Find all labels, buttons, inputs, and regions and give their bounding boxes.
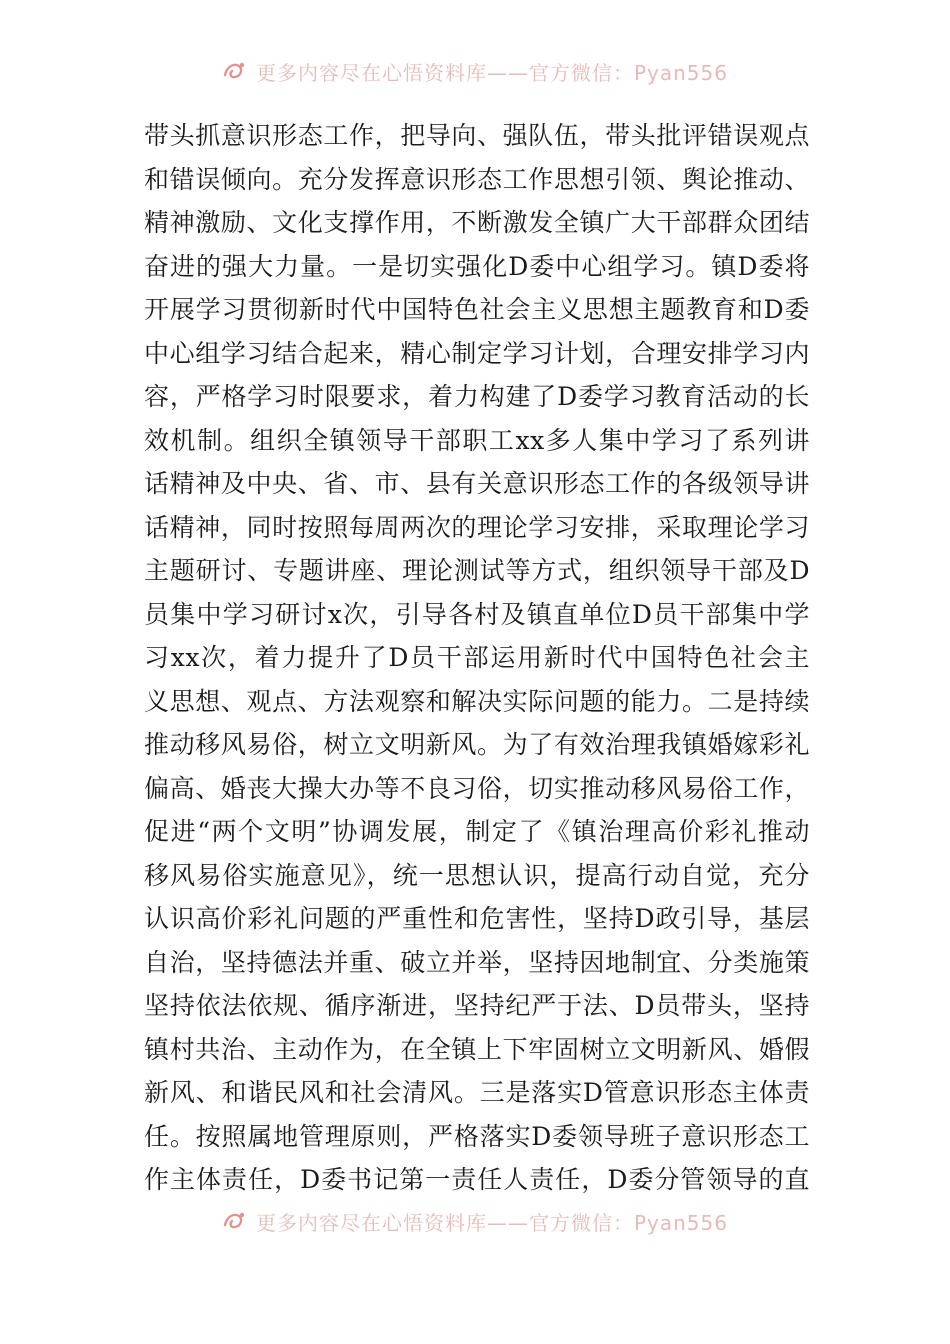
text-line: 促进“两个文明”协调发展，制定了《镇治理高价彩礼推动 xyxy=(144,817,810,846)
text-line: 带头抓意识形态工作，把导向、强队伍，带头批评错误观点 xyxy=(144,121,810,150)
text-line: 偏高、婚丧大操大办等不良习俗，切实推动移风易俗工作， xyxy=(144,773,810,803)
document-body xyxy=(144,114,810,1202)
text-line: 主题研讨、专题讲座、理论测试等方式，组织领导干部及D xyxy=(144,556,810,585)
text-line: 和错误倾向。充分发挥意识形态工作思想引领、舆论推动、 xyxy=(144,164,810,194)
text-line: 坚持依法依规、循序渐进，坚持纪严于法、D员带头，坚持 xyxy=(144,991,810,1020)
logo-icon xyxy=(222,1210,248,1232)
text-line: 作主体责任，D委书记第一责任人责任，D委分管领导的直 xyxy=(144,1165,810,1194)
watermark-text: 更多内容尽在心悟资料库——官方微信：Pyan556 xyxy=(255,1210,728,1235)
text-line: 效机制。组织全镇领导干部职工xx多人集中学习了系列讲 xyxy=(144,425,810,455)
text-line: 开展学习贯彻新时代中国特色社会主义思想主题教育和D委 xyxy=(144,295,810,324)
text-line: 习xx次，着力提升了D员干部运用新时代中国特色社会主 xyxy=(144,643,810,672)
text-line: 移风易俗实施意见》，统一思想认识，提高行动自觉，充分 xyxy=(144,860,810,890)
text-line: 任。按照属地管理原则，严格落实D委领导班子意识形态工 xyxy=(144,1121,810,1151)
text-line: 话精神，同时按照每周两次的理论学习安排，采取理论学习 xyxy=(144,512,810,542)
footer-watermark xyxy=(0,1206,950,1236)
text-line: 奋进的强大力量。一是切实强化D委中心组学习。镇D委将 xyxy=(144,251,810,281)
header-watermark xyxy=(0,56,950,86)
text-line: 新风、和谐民风和社会清风。三是落实D管意识形态主体责 xyxy=(144,1078,810,1107)
text-line: 自治，坚持德法并重、破立并举，坚持因地制宜、分类施策 xyxy=(144,947,810,977)
logo-icon xyxy=(222,60,248,82)
text-line: 员集中学习研讨x次，引导各村及镇直单位D员干部集中学 xyxy=(144,599,810,629)
text-line: 容，严格学习时限要求，着力构建了D委学习教育活动的长 xyxy=(144,382,810,411)
text-line: 镇村共治、主动作为，在全镇上下牢固树立文明新风、婚假 xyxy=(144,1034,810,1064)
text-line: 中心组学习结合起来，精心制定学习计划，合理安排学习内 xyxy=(144,338,810,368)
text-line: 认识高价彩礼问题的严重性和危害性，坚持D政引导，基层 xyxy=(144,904,810,933)
text-line: 义思想、观点、方法观察和解决实际问题的能力。二是持续 xyxy=(144,686,810,716)
text-line: 推动移风易俗，树立文明新风。为了有效治理我镇婚嫁彩礼 xyxy=(144,730,810,759)
text-line: 精神激励、文化支撑作用，不断激发全镇广大干部群众团结 xyxy=(144,208,810,237)
watermark-text: 更多内容尽在心悟资料库——官方微信：Pyan556 xyxy=(255,60,728,85)
text-line: 话精神及中央、省、市、县有关意识形态工作的各级领导讲 xyxy=(144,469,810,498)
